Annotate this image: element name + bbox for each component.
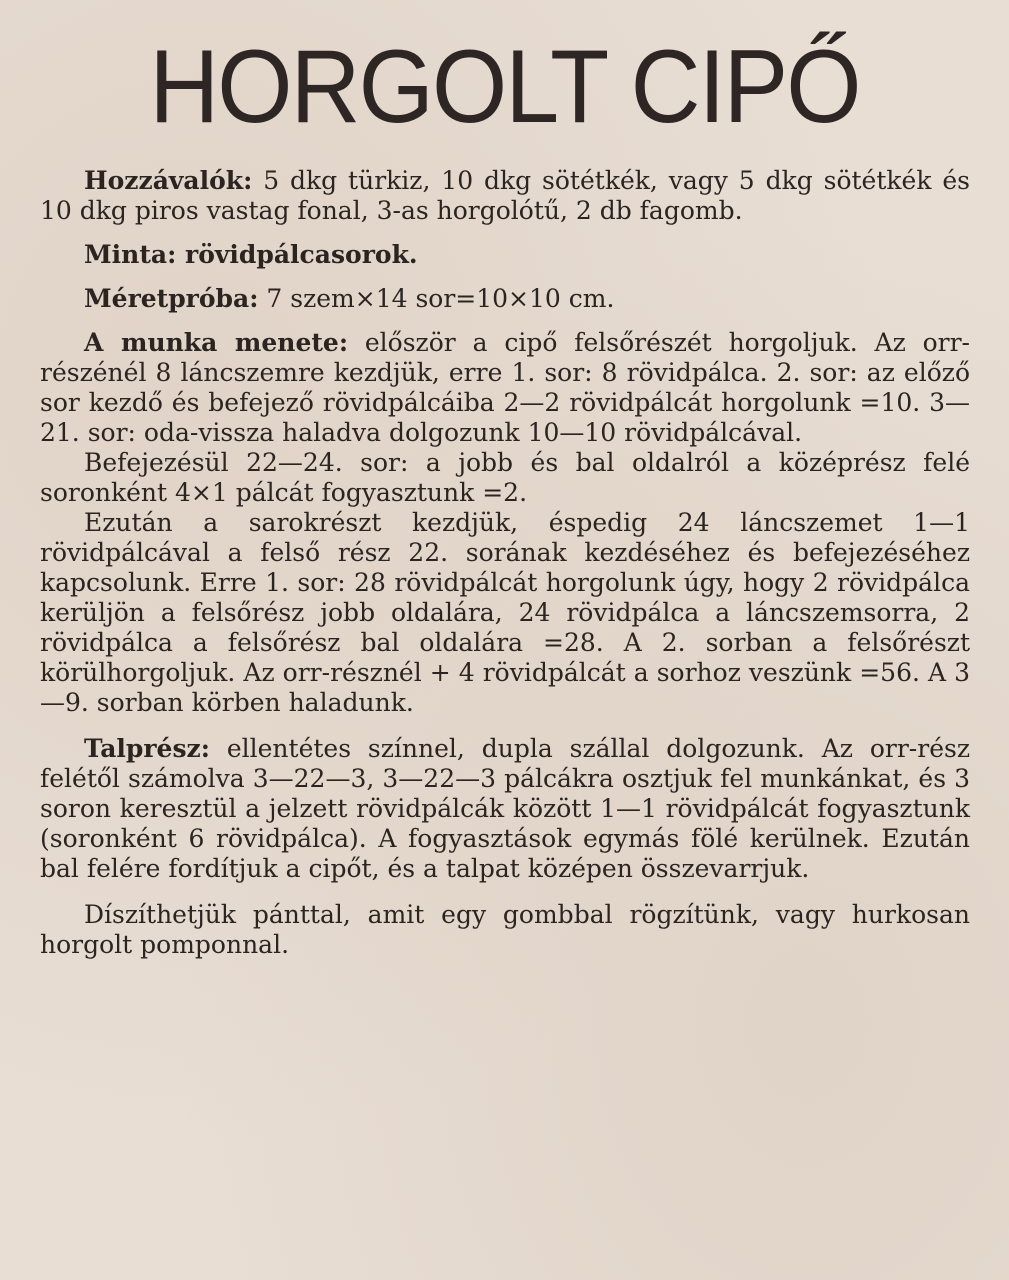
text-munka-menete: először a cipő felsőrészét horgoljuk. Az orr-részénél 8 láncszemre kezdjük, erre 1. sor: 8 rövidpálca. 2. sor: az előző sor kezdő és befejező rövidpálcáiba 2—2 rövidpálcát horgolunk =10. 3—21. sor: oda-vissza haladva dolgozunk 10—10 rövidpálcával. xyxy=(40,328,970,447)
paragraph-munka-menete xyxy=(40,328,970,448)
paragraph-meretproba xyxy=(40,284,970,314)
text-talpresz: ellentétes színnel, dupla szállal dolgozunk. Az orr-rész felétől számolva 3—22—3, 3—22—3 pálcákra osztjuk fel munkánkat, és 3 soron keresztül a jelzett rövidpálcák között 1—1 rövidpálcát fogyasztunk (soronként 6 rövidpálca). A fogyasztások egymás fölé kerülnek. Ezután bal felére fordítjuk a cipőt, és a talpat középen összevarrjuk. xyxy=(40,734,970,883)
label-hozzavalok: Hozzávalók: xyxy=(84,166,253,195)
label-minta: Minta: rövidpálcasorok. xyxy=(84,240,418,269)
text-meretproba: 7 szem×14 sor=10×10 cm. xyxy=(258,284,615,313)
article-body xyxy=(40,166,970,960)
paragraph-befejezesul: Befejezésül 22—24. sor: a jobb és bal oldalról a középrész felé soronként 4×1 pálcát fogyasztunk =2. xyxy=(40,448,970,507)
paragraph-hozzavalok xyxy=(40,166,970,226)
label-munka-menete: A munka menete: xyxy=(84,328,349,357)
paragraph-diszithetjuk: Díszíthetjük pánttal, amit egy gombbal rögzítünk, vagy hurkosan horgolt pomponnal. xyxy=(40,900,970,959)
label-talpresz: Talprész: xyxy=(84,734,210,763)
label-meretproba: Méretpróba: xyxy=(84,284,259,313)
paragraph-ezutan: Ezután a sarokrészt kezdjük, éspedig 24 láncszemet 1—1 rövidpálcával a felső rész 22. sorának kezdéséhez és befejezéséhez kapcsolunk. Erre 1. sor: 28 rövidpálcát horgolunk úgy, hogy 2 rövidpálca kerüljön a felsőrész jobb oldalára, 24 rövidpálca a láncszemsorra, 2 rövidpálca a felsőrész bal oldalára =28. A 2. sorban a felsőrészt körülhorgoljuk. Az orr-résznél + 4 rövidpálcát a sorhoz veszünk =56. A 3—9. sorban körben haladunk. xyxy=(40,508,970,717)
text-hozzavalok: 5 dkg türkiz, 10 dkg sötétkék, vagy 5 dkg sötétkék és 10 dkg piros vastag fonal, 3-as horgolótű, 2 db fagomb. xyxy=(40,166,970,225)
paragraph-talpresz xyxy=(40,734,970,884)
paragraph-minta xyxy=(40,240,970,270)
page-title: HORGOLT CIPŐ xyxy=(149,29,860,145)
